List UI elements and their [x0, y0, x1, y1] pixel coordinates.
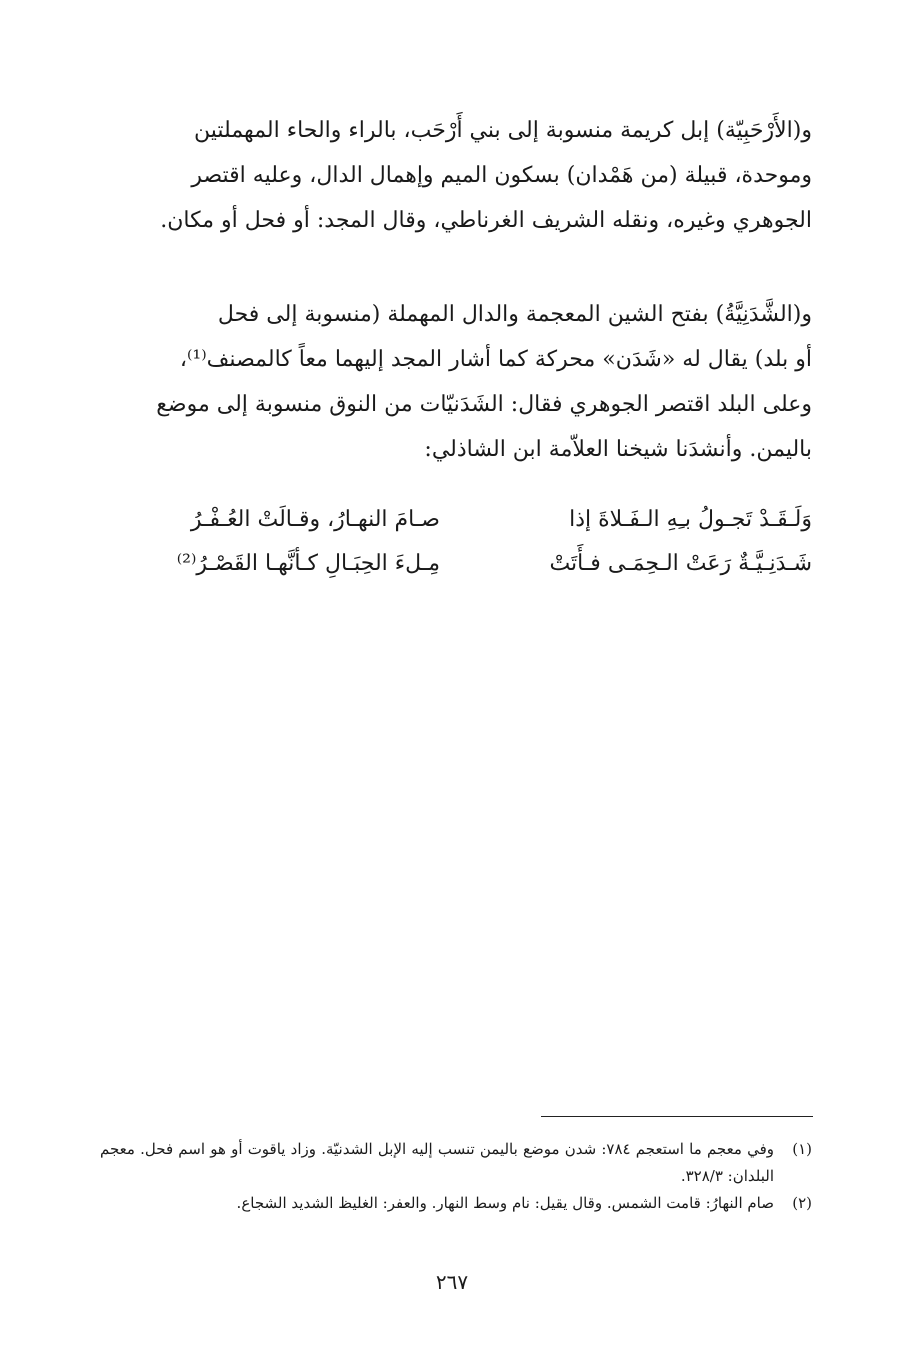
text-line: و(الأَرْحَبِيّة) إبل كريمة منسوبة إلى بني أَرْحَب، بالراء والحاء المهملتين	[194, 118, 812, 143]
footnote-item	[100, 1136, 812, 1190]
verse-second-hemistich: صـامَ النهـارُ، وقـالَتْ العُـفْـرُ	[190, 507, 440, 532]
footnote-text: وفي معجم ما استعجم ٧٨٤: شدن موضع باليمن تنسب إليه الإبل الشدنيّة. وزاد ياقوت أو هو اسم فحل. معجم البلدان: ٣٢٨/٣.	[100, 1140, 775, 1185]
text-line: الجوهري وغيره، ونقله الشريف الغرناطي، وقال المجد: أو فحل أو مكان.	[160, 208, 812, 233]
footnote-number: (١)	[792, 1140, 812, 1158]
text-line: وعلى البلد اقتصر الجوهري فقال: الشَدَنيّات من النوق منسوبة إلى موضع	[156, 392, 812, 417]
verse-first-hemistich: وَلَـقَـدْ تَجـولُ بـِهِ الـفَـلاةَ إذا	[569, 507, 812, 532]
poem-verse	[100, 498, 812, 586]
footnotes	[100, 1136, 812, 1217]
paragraph-shadaniyya	[100, 292, 812, 472]
text-line: أو بلد) يقال له «شَدَن» محركة كما أشار المجد إليهما معاً كالمصنف⁽¹⁾،	[179, 347, 812, 372]
text-line: وموحدة، قبيلة (من هَمْدان) بسكون الميم وإهمال الدال، وعليه اقتصر	[191, 163, 812, 188]
footnote-text: صام النهارُ: قامت الشمس. وقال يقيل: نام وسط النهار. والعفر: الغليظ الشديد الشجاع.	[236, 1194, 774, 1212]
footnote-item	[100, 1190, 812, 1217]
footnote-separator	[541, 1116, 813, 1117]
verse-first-hemistich: شَـدَنِـيَّـةٌ رَعَتْ الـحِمَـى فـأَتَتْ	[549, 551, 812, 576]
footnote-number: (٢)	[792, 1194, 812, 1212]
text-line: باليمن. وأنشدَنا شيخنا العلاّمة ابن الشاذلي:	[424, 437, 812, 462]
verse-second-hemistich: مِـلءَ الحِبَـالِ كـأنَّهـا القَصْـرُ⁽²⁾	[176, 551, 440, 576]
verse-line	[100, 542, 812, 586]
paragraph-arhabiyya	[100, 108, 812, 243]
verse-line	[100, 498, 812, 542]
text-line: و(الشَّدَنِيَّةُ) بفتح الشين المعجمة والدال المهملة (منسوبة إلى فحل	[217, 302, 812, 327]
page-number: ٢٦٧	[435, 1270, 469, 1294]
